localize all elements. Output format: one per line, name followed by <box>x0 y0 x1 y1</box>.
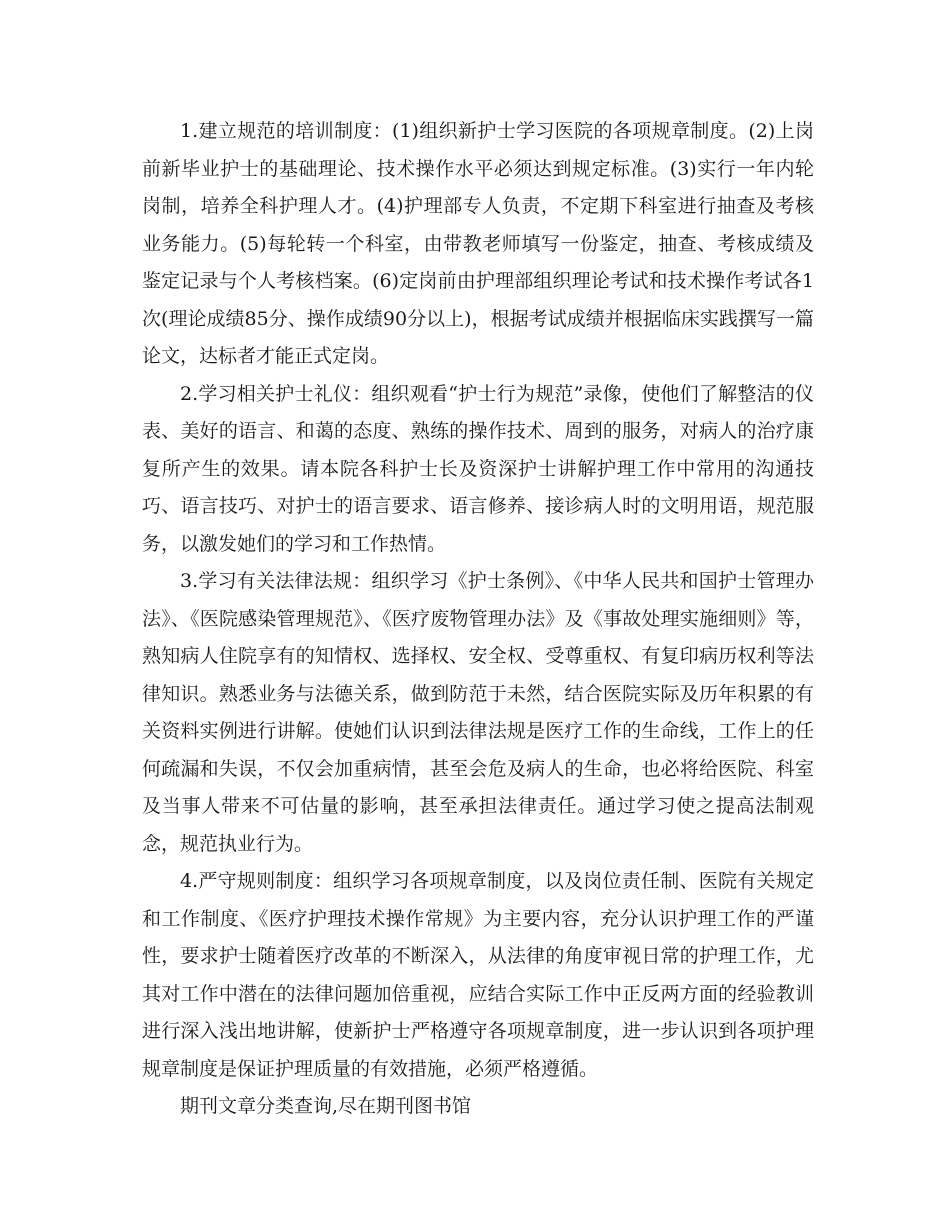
paragraph-rules-compliance: 4.严守规则制度：组织学习各项规章制度，以及岗位责任制、医院有关规定和工作制度、《医疗护理技术操作常规》为主要内容，充分认识护理工作的严谨性，要求护士随着医疗改革的不断深入，从法律的角度审视日常的护理工作，尤其对工作中潜在的法律问题加倍重视，应结合实际工作中正反两方面的经验教训进行深入浅出地讲解，使新护士严格遵守各项规章制度，进一步认识到各项护理规章制度是保证护理质量的有效措施，必须严格遵循。 <box>142 870 814 1080</box>
document-page <box>142 113 814 1126</box>
paragraph-laws-regulations: 3.学习有关法律法规：组织学习《护士条例》、《中华人民共和国护士管理办法》、《医院感染管理规范》、《医疗废物管理办法》及《事故处理实施细则》等，熟知病人住院享有的知情权、选择权、安全权、受尊重权、有复印病历权利等法律知识。熟悉业务与法德关系，做到防范于未然，结合医院实际及历年积累的有关资料实例进行讲解。使她们认识到法律法规是医疗工作的生命线，工作上的任何疏漏和失误，不仅会加重病情，甚至会危及病人的生命，也必将给医院、科室及当事人带来不可估量的影响，甚至承担法律责任。通过学习使之提高法制观念，规范执业行为。 <box>142 570 814 855</box>
paragraph-nurse-etiquette: 2.学习相关护士礼仪：组织观看“护士行为规范”录像，使他们了解整洁的仪表、美好的语言、和蔼的态度、熟练的操作技术、周到的服务，对病人的治疗康复所产生的效果。请本院各科护士长及资深护士讲解护理工作中常用的沟通技巧、语言技巧、对护士的语言要求、语言修养、接诊病人时的文明用语，规范服务，以激发她们的学习和工作热情。 <box>142 382 814 555</box>
journal-footer-note: 期刊文章分类查询,尽在期刊图书馆 <box>180 1095 472 1117</box>
paragraph-training-system: 1.建立规范的培训制度：(1)组织新护士学习医院的各项规章制度。(2)上岗前新毕业护士的基础理论、技术操作水平必须达到规定标准。(3)实行一年内轮岗制，培养全科护理人才。(4)护理部专人负责，不定期下科室进行抽查及考核业务能力。(5)每轮转一个科室，由带教老师填写一份鉴定，抽查、考核成绩及鉴定记录与个人考核档案。(6)定岗前由护理部组织理论考试和技术操作考试各1次(理论成绩85分、操作成绩90分以上)，根据考试成绩并根据临床实践撰写一篇论文，达标者才能正式定岗。 <box>142 120 814 367</box>
